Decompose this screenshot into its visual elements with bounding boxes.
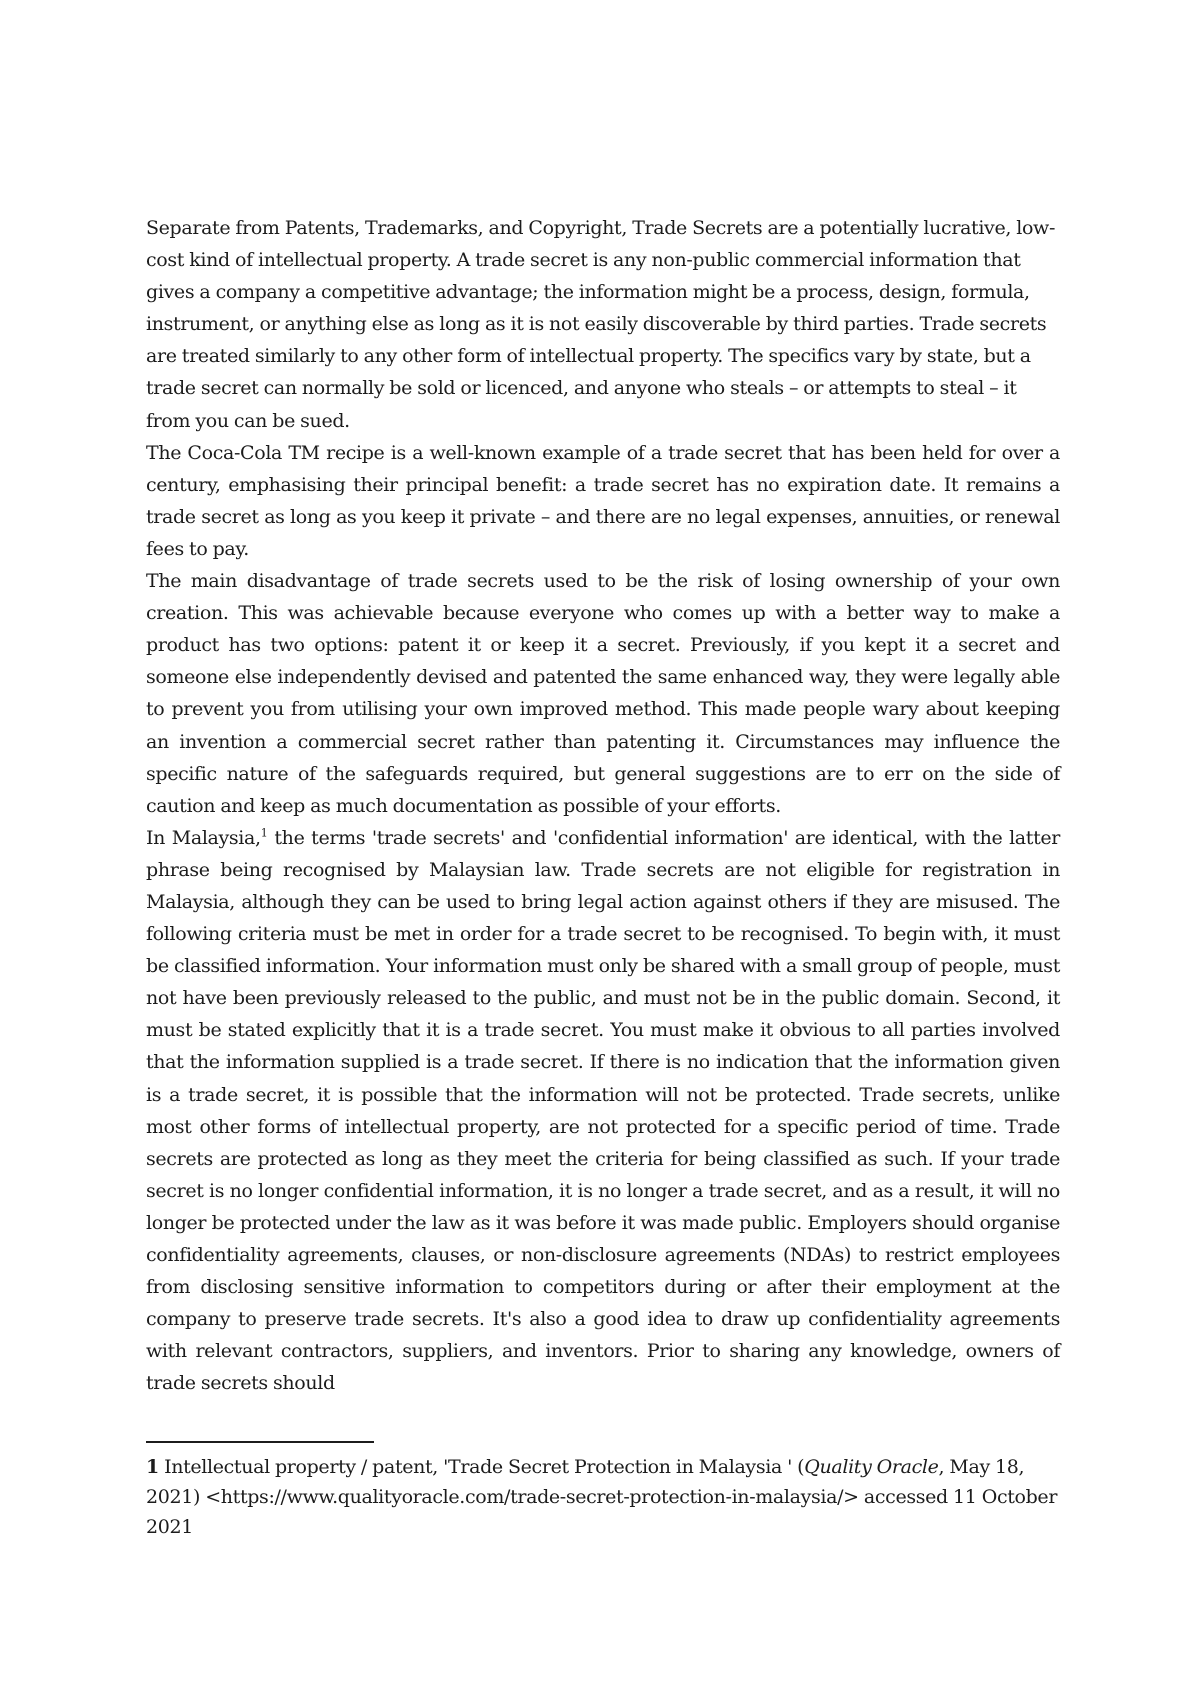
paragraph-intro: Separate from Patents, Trademarks, and Copyright, Trade Secrets are a potentially lucrative, low-cost kind of intellectual property. A trade secret is any non-public commercial information that gives a company a competitive advantage; the information might be a process, design, formula, instrument, or anything else as long as it is not easily discoverable by third parties. Trade secrets are treated similarly to any other form of intellectual property. The specifics vary by state, but a trade secret can normally be sold or licenced, and anyone who steals – or attempts to steal – it from you can be sued. (146, 217, 1056, 432)
malaysia-rest: the terms 'trade secrets' and 'confidential information' are identical, with the latter phrase being recognised by Malaysian law. Trade secrets are not eligible for registration in Malaysia, although they can be used to bring legal action against others if they are misused. The following criteria must be met in order for a trade secret to be recognised. To begin with, it must be classified information. Your information must only be shared with a small group of people, must not have been previously released to the public, and must not be in the public domain. Second, it must be stated explicitly that it is a trade secret. You must make it obvious to all parties involved that the information supplied is a trade secret. If there is no indication that the information given is a trade secret, it is possible that the information will not be protected. Trade secrets, unlike most other forms of intellectual property, are not protected for a specific period of time. Trade secrets are protected as long as they meet the criteria for being classified as such. If your trade secret is no longer confidential information, it is no longer a trade secret, and as a result, it will no longer be protected under the law as it was before it was made public. Employers should organise confidentiality agreements, clauses, or non-disclosure agreements (NDAs) to restrict employees from disclosing sensitive information to competitors during or after their employment at the company to preserve trade secrets. It's also a good idea to draw up confidentiality agreements with relevant contractors, suppliers, and inventors. Prior to sharing any knowledge, owners of trade secrets should (146, 826, 1060, 1395)
footnote-text-before: Intellectual property / patent, 'Trade Secret Protection in Malaysia ' ( (158, 1456, 805, 1478)
footnote-text-after: , May 18, 2021) <https://www.qualityoracle.com/trade-secret-protection-in-malaysia/> accessed 11 October 2021 (146, 1456, 1058, 1538)
footnote-reference[interactable]: 1 (260, 826, 268, 840)
footnote (146, 1452, 1060, 1542)
footnote-source: Quality Oracle (804, 1456, 939, 1478)
footnote-number: 1 (146, 1456, 159, 1478)
malaysia-lead: In Malaysia, (146, 826, 261, 849)
paragraph-coca-cola: The Coca-Cola TM recipe is a well-known example of a trade secret that has been held for over a century, emphasising their principal benefit: a trade secret has no expiration date. It remains a trade secret as long as you keep it private – and there are no legal expenses, annuities, or renewal fees to pay. (146, 441, 1060, 560)
paragraph-disadvantage: The main disadvantage of trade secrets used to be the risk of losing ownership of your own creation. This was achievable because everyone who comes up with a better way to make a product has two options: patent it or keep it a secret. Previously, if you kept it a secret and someone else independently devised and patented the same enhanced way, they were legally able to prevent you from utilising your own improved method. This made people wary about keeping an invention a commercial secret rather than patenting it. Circumstances may influence the specific nature of the safeguards required, but general suggestions are to err on the side of caution and keep as much documentation as possible of your efforts. (146, 570, 1060, 817)
paragraph-malaysia (146, 822, 1060, 1400)
body-text (146, 212, 1060, 1399)
footnote-separator (146, 1441, 374, 1443)
